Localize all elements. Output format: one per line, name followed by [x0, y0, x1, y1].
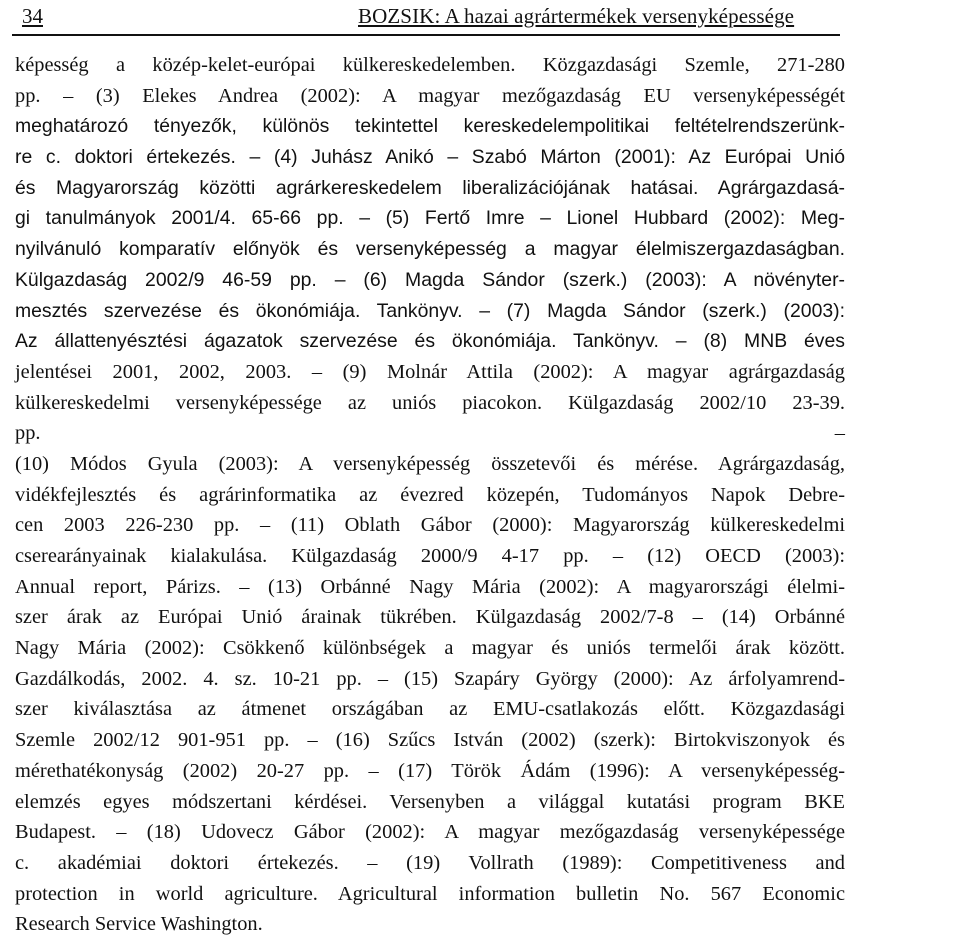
text-line: és Magyarország közötti agrárkereskedelem liberalizációjának hatásai. Agrárgazdasá- — [15, 176, 845, 199]
text-line: pp. – — [15, 422, 845, 445]
text-line: Annual report, Párizs. – (13) Orbánné Nagy Mária (2002): A magyarországi élelmi- — [15, 575, 845, 598]
text-line: külkereskedelmi versenyképessége az uniós piacokon. Külgazdaság 2002/10 23-39. — [15, 391, 845, 414]
running-header — [12, 4, 840, 36]
text-line: mérethatékonyság (2002) 20-27 pp. – (17) Török Ádám (1996): A versenyképesség- — [15, 759, 845, 782]
text-line: képesség a közép-kelet-európai külkereskedelemben. Közgazdasági Szemle, 271-280 — [15, 54, 845, 76]
text-line: vidékfejlesztés és agrárinformatika az évezred közepén, Tudományos Napok Debre- — [15, 483, 845, 506]
text-line: protection in world agriculture. Agricultural information bulletin No. 567 Economic — [15, 882, 845, 905]
text-line: elemzés egyes módszertani kérdései. Versenyben a világgal kutatási program BKE — [15, 790, 845, 813]
text-line: Research Service Washington. — [15, 913, 263, 936]
text-line: Budapest. – (18) Udovecz Gábor (2002): A magyar mezőgazdaság versenyképessége — [15, 821, 845, 844]
text-line: Külgazdaság 2002/9 46-59 pp. – (6) Magda Sándor (szerk.) (2003): A növényter- — [15, 268, 845, 291]
text-line: cserearányainak kialakulása. Külgazdaság 2000/9 4-17 pp. – (12) OECD (2003): — [15, 545, 845, 567]
text-line: pp. – (3) Elekes Andrea (2002): A magyar mezőgazdaság EU versenyképességét — [15, 84, 845, 107]
text-line: Az állattenyésztési ágazatok szervezése és ökonómiája. Tankönyv. – (8) MNB éves — [15, 330, 845, 353]
text-line: jelentései 2001, 2002, 2003. – (9) Molnár Attila (2002): A magyar agrárgazdaság — [15, 360, 845, 383]
text-line: c. akadémiai doktori értekezés. – (19) Vollrath (1989): Competitiveness and — [15, 851, 845, 874]
page-number: 34 — [22, 4, 43, 28]
text-line: (10) Módos Gyula (2003): A versenyképesség összetevői és mérése. Agrárgazdaság, — [15, 452, 845, 475]
text-line: meghatározó tényezők, különös tekintettel kereskedelempolitikai feltételrendszerünk- — [15, 115, 845, 138]
text-line: mesztés szervezése és ökonómiája. Tankönyv. – (7) Magda Sándor (szerk.) (2003): — [15, 299, 845, 322]
text-line: szer árak az Európai Unió árainak tükrében. Külgazdaság 2002/7-8 – (14) Orbánné — [15, 606, 845, 629]
text-line: cen 2003 226-230 pp. – (11) Oblath Gábor (2000): Magyarország külkereskedelmi — [15, 514, 845, 537]
text-line: Nagy Mária (2002): Csökkenő különbségek a magyar és uniós termelői árak között. — [15, 637, 845, 660]
text-line: szer kiválasztása az átmenet országában az EMU-csatlakozás előtt. Közgazdasági — [15, 698, 845, 721]
text-line: Szemle 2002/12 901-951 pp. – (16) Szűcs István (2002) (szerk): Birtokviszonyok és — [15, 729, 845, 752]
running-title: BOZSIK: A hazai agrártermékek versenyképessége — [358, 4, 795, 28]
text-line: re c. doktori értekezés. – (4) Juhász Anikó – Szabó Márton (2001): Az Európai Unió — [15, 146, 845, 169]
text-line: nyilvánuló komparatív előnyök és versenyképesség a magyar élelmiszergazdaságban. — [15, 238, 845, 261]
text-line: Gazdálkodás, 2002. 4. sz. 10-21 pp. – (15) Szapáry György (2000): Az árfolyamrend- — [15, 667, 845, 690]
references-text — [15, 50, 845, 940]
text-line: gi tanulmányok 2001/4. 65-66 pp. – (5) Fertő Imre – Lionel Hubbard (2002): Meg- — [15, 207, 845, 230]
